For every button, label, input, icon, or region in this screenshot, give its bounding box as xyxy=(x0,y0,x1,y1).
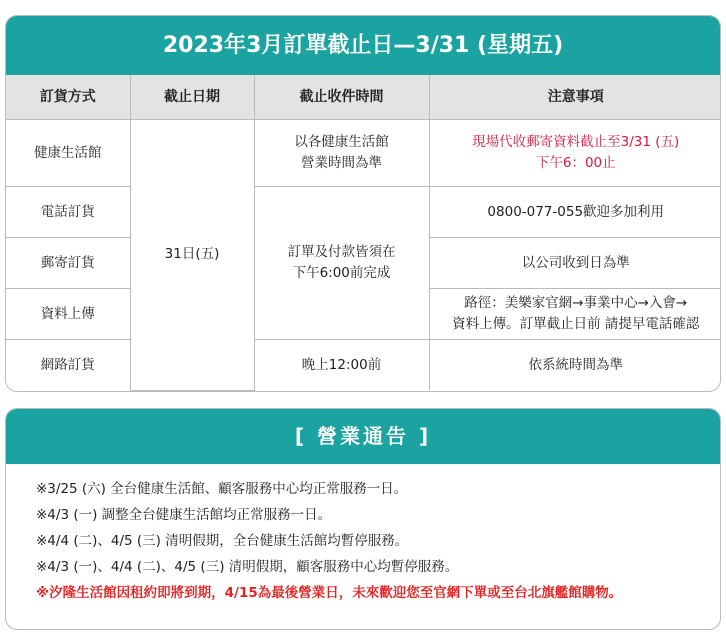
table-row xyxy=(6,187,721,238)
table-row xyxy=(6,340,721,391)
method-cell: 健康生活館 xyxy=(6,120,130,187)
announcement-card xyxy=(5,408,721,630)
column-header: 注意事項 xyxy=(429,75,721,120)
notice-item: ※3/25 (六) 全台健康生活館、顧客服務中心均正常服務一日。 xyxy=(36,481,408,497)
time-line: 營業時間為準 xyxy=(301,155,382,171)
note-line: 路徑：美樂家官網→事業中心→入會→ xyxy=(464,295,688,311)
announcement-title: [ 營業通告 ] xyxy=(6,409,720,464)
notice-alert: ※汐隆生活館因租約即將到期，4/15為最後營業日，未來歡迎您至官網下單或至台北旗艦館購物。 xyxy=(36,585,623,601)
note-cell: 以公司收到日為準 xyxy=(429,238,721,289)
time-cell xyxy=(254,187,429,340)
time-line: 下午6:00前完成 xyxy=(292,265,391,281)
note-line: 下午6：00止 xyxy=(535,155,616,171)
order-deadline-card xyxy=(5,15,721,392)
note-line: 資料上傳。訂單截止日前 請提早電話確認 xyxy=(452,316,700,332)
table-header-row xyxy=(6,75,721,120)
column-header: 訂貨方式 xyxy=(6,75,130,120)
notice-list xyxy=(6,464,720,606)
deadline-table xyxy=(6,75,721,391)
note-cell xyxy=(429,120,721,187)
deadline-date-cell: 31日(五) xyxy=(130,120,254,391)
table-row xyxy=(6,120,721,187)
notice-item: ※4/4 (二)、4/5 (三) 清明假期，全台健康生活館均暫停服務。 xyxy=(36,533,409,549)
time-cell xyxy=(254,120,429,187)
time-line: 以各健康生活館 xyxy=(294,134,389,150)
note-line: 現場代收郵寄資料截止至3/31 (五) xyxy=(472,134,680,150)
notice-item: ※4/3 (一) 調整全台健康生活館均正常服務一日。 xyxy=(36,507,332,523)
method-cell: 網路訂貨 xyxy=(6,340,130,391)
time-line: 訂單及付款皆須在 xyxy=(287,244,396,260)
column-header: 截止收件時間 xyxy=(254,75,429,120)
deadline-title: 2023年3月訂單截止日—3/31 (星期五) xyxy=(6,16,720,75)
method-cell: 資料上傳 xyxy=(6,289,130,340)
note-cell: 0800-077-055歡迎多加利用 xyxy=(429,187,721,238)
note-cell xyxy=(429,289,721,340)
notice-item: ※4/3 (一)、4/4 (二)、4/5 (三) 清明假期，顧客服務中心均暫停服務。 xyxy=(36,559,459,575)
time-cell: 晚上12:00前 xyxy=(254,340,429,391)
note-cell: 依系統時間為準 xyxy=(429,340,721,391)
method-cell: 郵寄訂貨 xyxy=(6,238,130,289)
method-cell: 電話訂貨 xyxy=(6,187,130,238)
column-header: 截止日期 xyxy=(130,75,254,120)
